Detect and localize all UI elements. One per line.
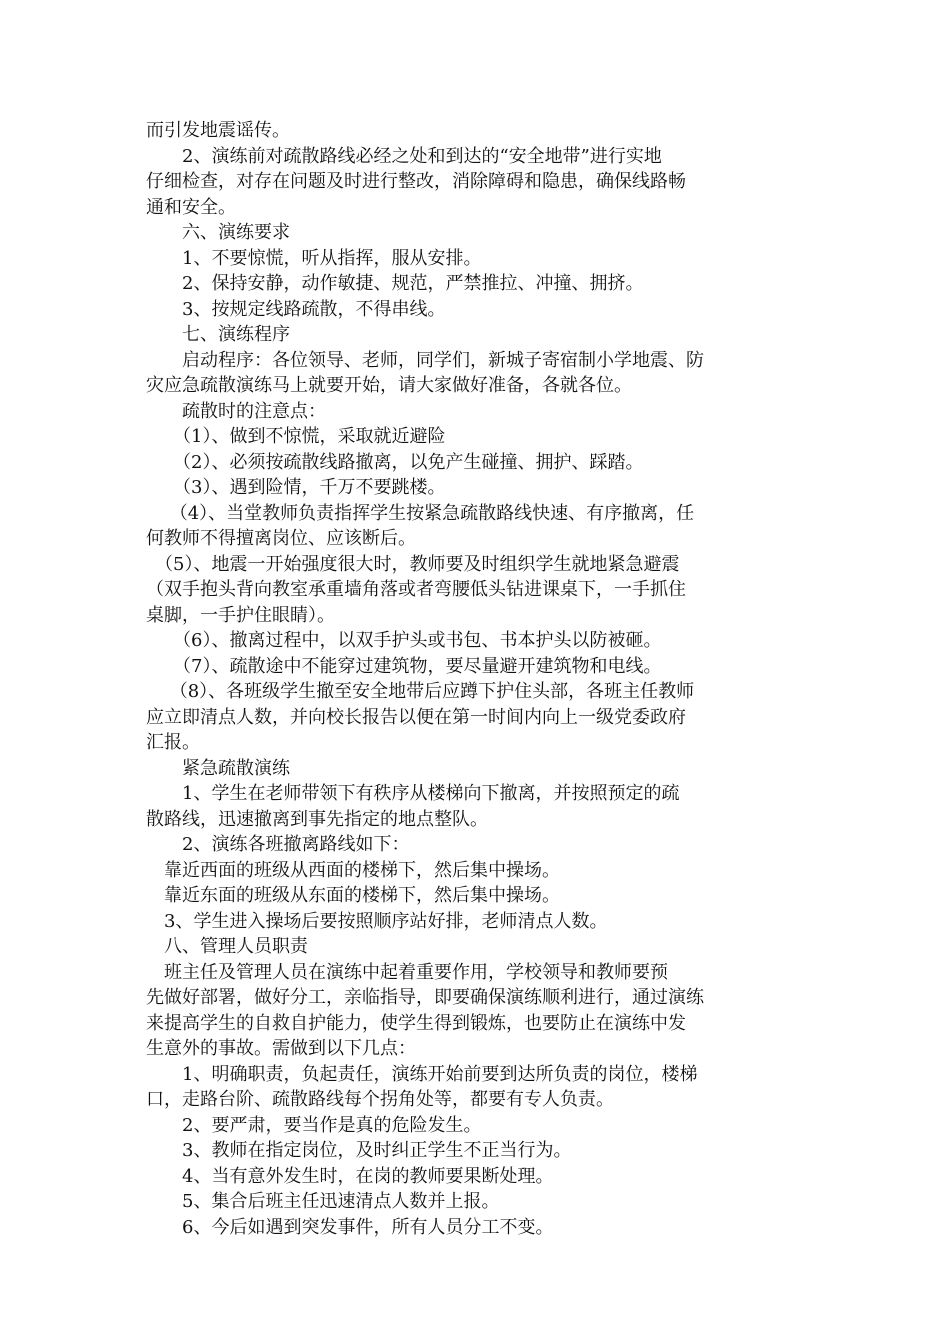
text-line: 六、演练要求 (146, 222, 290, 243)
text-line: 汇报。 (146, 732, 200, 753)
text-line: （8）、各班级学生撤至安全地带后应蹲下护住头部，各班主任教师 (146, 681, 695, 702)
text-line: 先做好部署，做好分工，亲临指导，即要确保演练顺利进行，通过演练 (146, 987, 704, 1008)
text-line: 通和安全。 (146, 196, 236, 218)
text-line: 3、按规定线路疏散，不得串线。 (146, 298, 446, 320)
text-line: 5、集合后班主任迅速清点人数并上报。 (146, 1191, 500, 1212)
text-line: 1、明确职责，负起责任，演练开始前要到达所负责的岗位，楼梯 (146, 1063, 698, 1085)
text-line: 仔细检查，对存在问题及时进行整改，消除障碍和隐患，确保线路畅 (146, 171, 686, 192)
text-line: 2、保持安静，动作敏捷、规范，严禁推拉、冲撞、拥挤。 (146, 273, 644, 294)
text-line: 2、要严肃，要当作是真的危险发生。 (146, 1114, 482, 1136)
text-line: 3、学生进入操场后要按照顺序站好排，老师清点人数。 (146, 910, 608, 932)
text-line: 灾应急疏散演练马上就要开始，请大家做好准备，各就各位。 (146, 375, 632, 396)
text-line: 七、演练程序 (146, 324, 290, 345)
text-line: 来提高学生的自救自护能力，使学生得到锻炼，也要防止在演练中发 (146, 1012, 686, 1034)
text-line: 6、今后如遇到突发事件，所有人员分工不变。 (146, 1216, 554, 1238)
document-body (146, 118, 818, 1240)
text-line: 疏散时的注意点： (146, 400, 326, 422)
text-line: （1）、做到不惊慌，采取就近避险 (146, 426, 446, 447)
text-line: （5）、地震一开始强度很大时，教师要及时组织学生就地紧急避震 (146, 553, 680, 575)
text-line: （3）、遇到险情，千万不要跳楼。 (146, 477, 446, 498)
text-line: 口，走路台阶、疏散路线每个拐角处等，都要有专人负责。 (146, 1089, 614, 1110)
text-line: 3、教师在指定岗位，及时纠正学生不正当行为。 (146, 1140, 572, 1161)
text-line: （2）、必须按疏散线路撤离，以免产生碰撞、拥护、踩踏。 (146, 451, 644, 473)
text-line: 1、不要惊慌，听从指挥，服从安排。 (146, 247, 482, 269)
text-line: 散路线，迅速撤离到事先指定的地点整队。 (146, 808, 488, 830)
text-line: 靠近东面的班级从东面的楼梯下，然后集中操场。 (146, 885, 560, 906)
text-line: 2、演练各班撤离路线如下： (146, 834, 410, 855)
text-line: （6）、撤离过程中，以双手护头或书包、书本护头以防被砸。 (146, 630, 662, 651)
text-line: （4）、当堂教师负责指挥学生按紧急疏散路线快速、有序撤离，任 (146, 502, 695, 524)
text-line: 1、学生在老师带领下有秩序从楼梯向下撤离，并按照预定的疏 (146, 783, 680, 804)
text-line: 桌脚，一手护住眼睛）。 (146, 604, 335, 626)
text-line: 生意外的事故。需做到以下几点： (146, 1038, 416, 1059)
text-line: 4、当有意外发生时，在岗的教师要果断处理。 (146, 1165, 554, 1187)
text-line: 应立即清点人数，并向校长报告以便在第一时间内向上一级党委政府 (146, 706, 686, 728)
text-line: 八、管理人员职责 (146, 936, 308, 957)
text-line: 何教师不得擅离岗位、应该断后。 (146, 528, 416, 549)
text-line: 紧急疏散演练 (146, 757, 290, 779)
text-line: （双手抱头背向教室承重墙角落或者弯腰低头钻进课桌下，一手抓住 (146, 579, 686, 600)
text-line: 班主任及管理人员在演练中起着重要作用，学校领导和教师要预 (146, 961, 668, 983)
text-line: （7）、疏散途中不能穿过建筑物，要尽量避开建筑物和电线。 (146, 655, 662, 677)
text-line: 2、演练前对疏散路线必经之处和到达的“安全地带”进行实地 (146, 145, 662, 167)
text-line: 启动程序：各位领导、老师，同学们，新城子寄宿制小学地震、防 (146, 349, 704, 371)
text-line: 而引发地震谣传。 (146, 120, 290, 141)
text-line: 靠近西面的班级从西面的楼梯下，然后集中操场。 (146, 859, 560, 881)
